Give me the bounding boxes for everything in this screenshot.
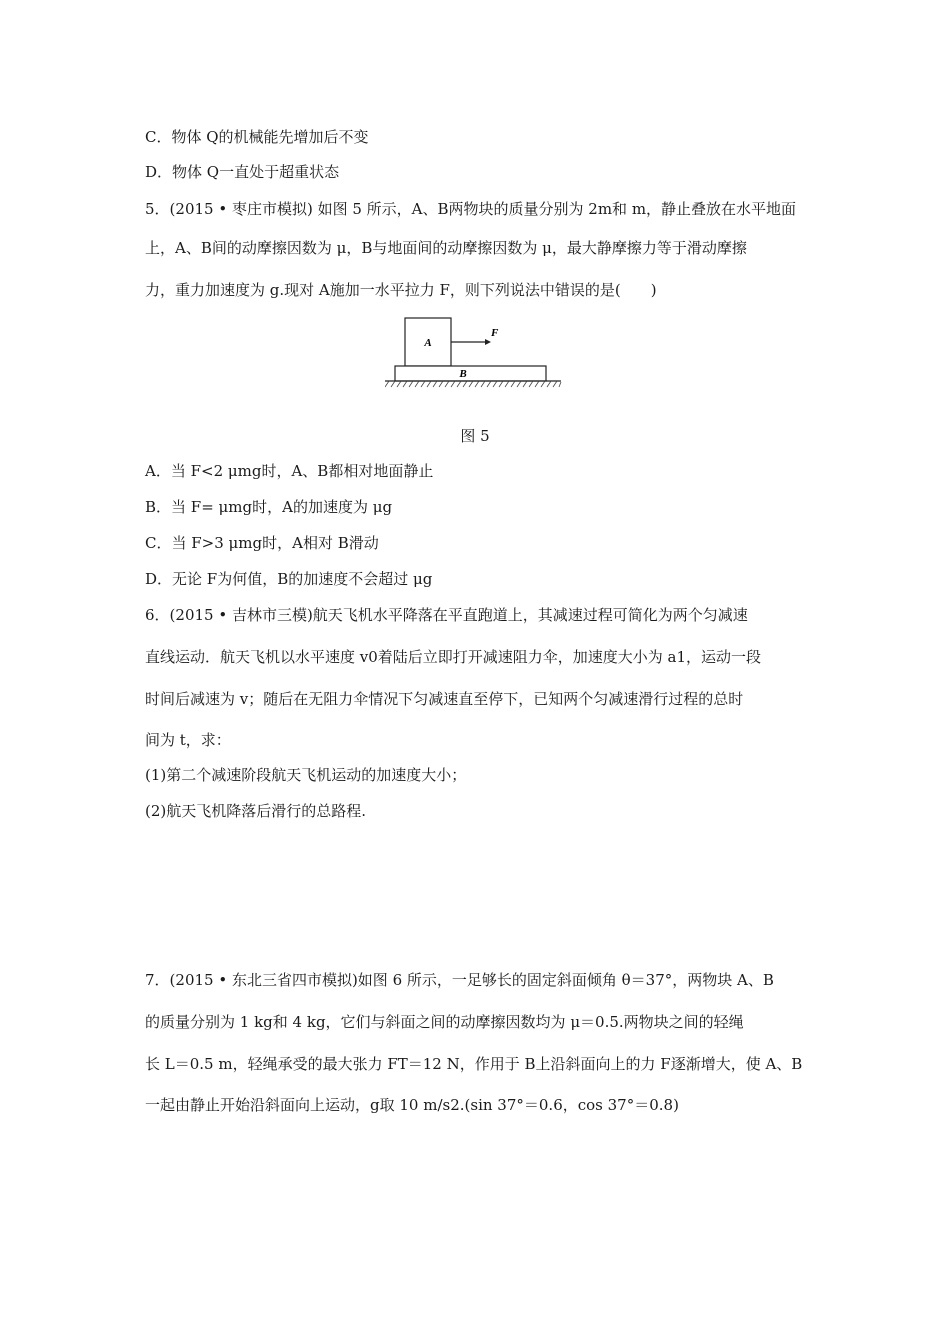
q6-stem-line-1: 6．(2015 • 吉林市三模)航天飞机水平降落在平直跑道上，其减速过程可简化为两个匀减速: [145, 606, 748, 624]
q6-subquestion-1: (1)第二个减速阶段航天飞机运动的加速度大小；: [145, 766, 467, 784]
figure-5-diagram: [385, 313, 565, 395]
q7-stem-line-1: 7．(2015 • 东北三省四市模拟)如图 6 所示，一足够长的固定斜面倾角 θ＝37°，两物块 A、B: [145, 971, 774, 989]
q6-stem-line-2: 直线运动．航天飞机以水平速度 v0着陆后立即打开减速阻力伞，加速度大小为 a1，运动一段: [145, 648, 762, 666]
figure-5-caption: 图 5: [460, 427, 490, 445]
q5-stem-line-2: 上，A、B间的动摩擦因数为 μ，B与地面间的动摩擦因数为 μ，最大静摩擦力等于滑动摩擦: [145, 239, 747, 257]
q5-option-c: C．当 F>3 μmg时，A相对 B滑动: [145, 534, 379, 552]
block-b: [395, 366, 546, 381]
q5-stem-line-1: 5．(2015 • 枣庄市模拟) 如图 5 所示，A、B两物块的质量分别为 2m和 m，静止叠放在水平地面: [145, 200, 797, 218]
force-label: F: [491, 327, 499, 339]
q6-subquestion-2: (2)航天飞机降落后滑行的总路程.: [145, 802, 367, 820]
block-b-label: B: [459, 368, 467, 380]
q4-option-d: D．物体 Q一直处于超重状态: [145, 163, 340, 181]
q6-stem-line-4: 间为 t，求：: [145, 731, 231, 749]
q5-option-b: B．当 F= μmg时，A的加速度为 μg: [145, 498, 393, 516]
q5-option-d: D．无论 F为何值，B的加速度不会超过 μg: [145, 570, 433, 588]
block-a-label: A: [424, 337, 432, 349]
force-arrowhead: [485, 339, 491, 345]
q7-stem-line-4: 一起由静止开始沿斜面向上运动，g取 10 m/s2.(sin 37°＝0.6，cos 37°＝0.8): [145, 1096, 679, 1114]
q6-stem-line-3: 时间后减速为 v；随后在无阻力伞情况下匀减速直至停下，已知两个匀减速滑行过程的总时: [145, 690, 744, 708]
q7-stem-line-2: 的质量分别为 1 kg和 4 kg，它们与斜面之间的动摩擦因数均为 μ＝0.5.两物块之间的轻绳: [145, 1013, 744, 1031]
q5-option-a: A．当 F<2 μmg时，A、B都相对地面静止: [145, 462, 434, 480]
ground-hatching: [385, 381, 561, 387]
q4-option-c: C．物体 Q的机械能先增加后不变: [145, 128, 369, 146]
q5-stem-line-3: 力，重力加速度为 g.现对 A施加一水平拉力 F，则下列说法中错误的是( ): [145, 281, 657, 299]
q7-stem-line-3: 长 L＝0.5 m，轻绳承受的最大张力 FT＝12 N，作用于 B上沿斜面向上的力 F逐渐增大，使 A、B: [145, 1055, 803, 1073]
